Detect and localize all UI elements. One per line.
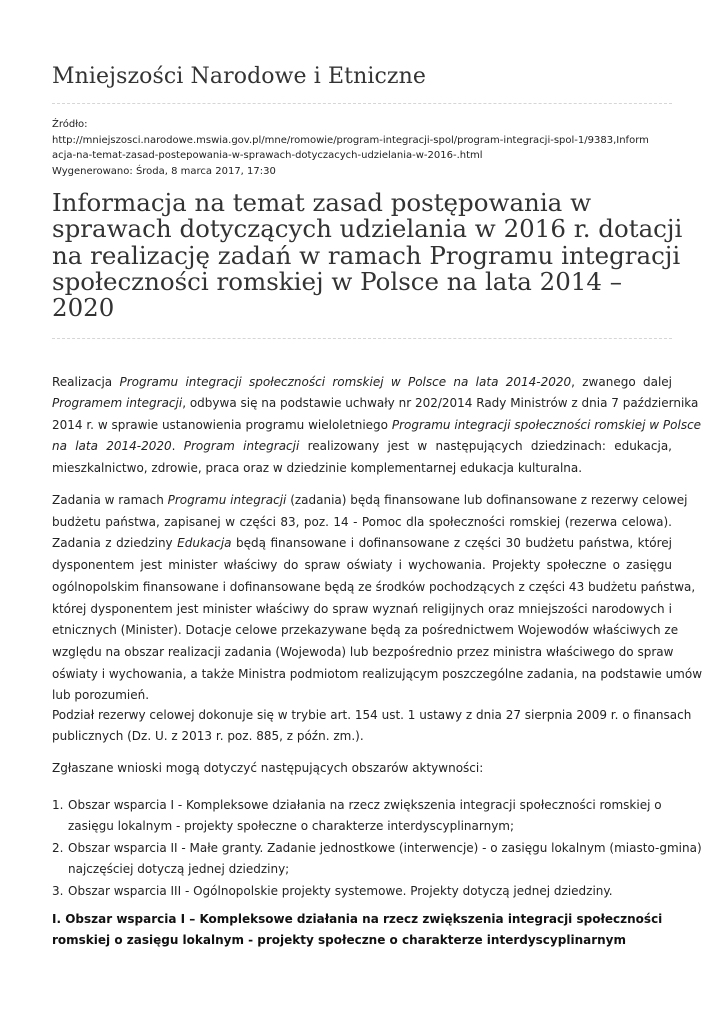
text-line: budżetu państwa, zapisanej w części 83, poz. 14 - Pomoc dla społeczności romskiej (rezerwa celowa). — [52, 514, 672, 529]
text-line: dysponentem jest minister właściwy do spraw oświaty i wychowania. Projekty społeczne o zasięgu — [52, 558, 672, 573]
text-line: 2014 r. w sprawie ustanowienia programu wieloletniego Programu integracji społeczności romskiej w Polsce — [52, 417, 702, 432]
title-separator — [52, 338, 672, 339]
text-line: Zadania z dziedziny Edukacja będą finansowane i dofinansowane z części 30 budżetu państwa, której — [52, 536, 673, 551]
source-url-line: acja-na-temat-zasad-postepowania-w-sprawach-dotyczacych-udzielania-w-2016-.html — [52, 150, 483, 162]
source-metadata — [52, 117, 672, 179]
text-line: oświaty i wychowania, a także Ministra podmiotom realizującym poszczególne zadania, na podstawie umów — [52, 666, 703, 681]
text-line: etnicznych (Minister). Dotacje celowe przekazywane będą za pośrednictwem Wojewodów właściwych ze — [52, 623, 679, 638]
heading-line: I. Obszar wsparcia I – Kompleksowe działania na rzecz zwiększenia integracji społeczności — [52, 912, 663, 926]
title-line: sprawach dotyczących udzielania w 2016 r. dotacji — [52, 214, 683, 244]
list-item — [52, 838, 702, 881]
text-line: której dysponentem jest minister właściwy do spraw wyznań religijnych oraz mniejszości narodowych i — [52, 601, 672, 616]
text-line: względu na obszar realizacji zadania (Wojewoda) lub bezpośrednio przez ministra właściwego do spraw — [52, 644, 674, 659]
text-line: mieszkalnictwo, zdrowie, praca oraz w dziedzinie komplementarnej edukacja kulturalna. — [52, 460, 583, 475]
areas-list — [52, 795, 702, 902]
heading-line: romskiej o zasięgu lokalnym - projekty społeczne o charakterze interdyscyplinarnym — [52, 933, 626, 948]
title-line: na realizację zadań w ramach Programu integracji — [52, 240, 681, 270]
generated-date: Wygenerowano: Środa, 8 marca 2017, 17:30 — [52, 165, 276, 177]
text-line: lub porozumień. — [52, 688, 150, 703]
title-line: społeczności romskiej w Polsce na lata 2014 – — [52, 266, 623, 296]
text-line: Zadania w ramach Programu integracji (zadania) będą finansowane lub dofinansowane z rezerwy celowej — [52, 493, 688, 507]
text-line: Obszar wsparcia III - Ogólnopolskie projekty systemowe. Projekty dotyczą jednej dziedziny. — [68, 883, 613, 898]
site-title: Mniejszości Narodowe i Etniczne — [52, 64, 426, 89]
paragraph-financing — [52, 490, 703, 707]
title-line: 2020 — [52, 293, 115, 323]
list-number: 1. — [52, 798, 64, 812]
text-line: Programem integracji, odbywa się na podstawie uchwały nr 202/2014 Rady Ministrów z dnia 7 października — [52, 396, 699, 411]
text-line: publicznych (Dz. U. z 2013 r. poz. 885, z późn. zm.). — [52, 729, 364, 744]
text-line: najczęściej dotyczą jednej dziedziny; — [68, 862, 290, 877]
document-title — [52, 188, 683, 323]
section-heading — [52, 909, 672, 952]
text-line: zasięgu lokalnym - projekty społeczne o charakterze interdyscyplinarnym; — [68, 819, 515, 834]
text-line: Obszar wsparcia I - Kompleksowe działania na rzecz zwiększenia integracji społeczności romskiej o — [68, 798, 662, 812]
text-line: na lata 2014-2020. Program integracji realizowany jest w następujących dziedzinach: edukacja, — [52, 439, 672, 454]
list-number: 3. — [52, 883, 64, 898]
source-url-line: http://mniejszosci.narodowe.mswia.gov.pl/mne/romowie/program-integracji-spol/program-integracji-spol-1/9383,Inform — [52, 134, 649, 146]
header-separator — [52, 103, 672, 104]
source-label: Źródło: — [52, 119, 88, 130]
list-item — [52, 881, 672, 902]
text-line: Obszar wsparcia II - Małe granty. Zadanie jednostkowe (interwencje) - o zasięgu lokalnym (miasto-gmina) — [68, 840, 702, 855]
list-number: 2. — [52, 840, 64, 855]
title-line: Informacja na temat zasad postępowania w — [52, 188, 592, 217]
text-line: Realizacja Programu integracji społeczności romskiej w Polsce na lata 2014-2020, zwanego dalej — [52, 375, 672, 389]
text-line: Podział rezerwy celowej dokonuje się w trybie art. 154 ust. 1 ustawy z dnia 27 sierpnia 2009 r. o finansach — [52, 708, 692, 722]
paragraph-reserve — [52, 705, 692, 748]
list-item — [52, 795, 672, 838]
text-line: ogólnopolskim finansowane i dofinansowane będą ze środków pochodzących z części 43 budżetu państwa, — [52, 579, 696, 594]
paragraph-program — [52, 372, 702, 479]
paragraph-areas-intro: Zgłaszane wnioski mogą dotyczyć następujących obszarów aktywności: — [52, 761, 484, 775]
